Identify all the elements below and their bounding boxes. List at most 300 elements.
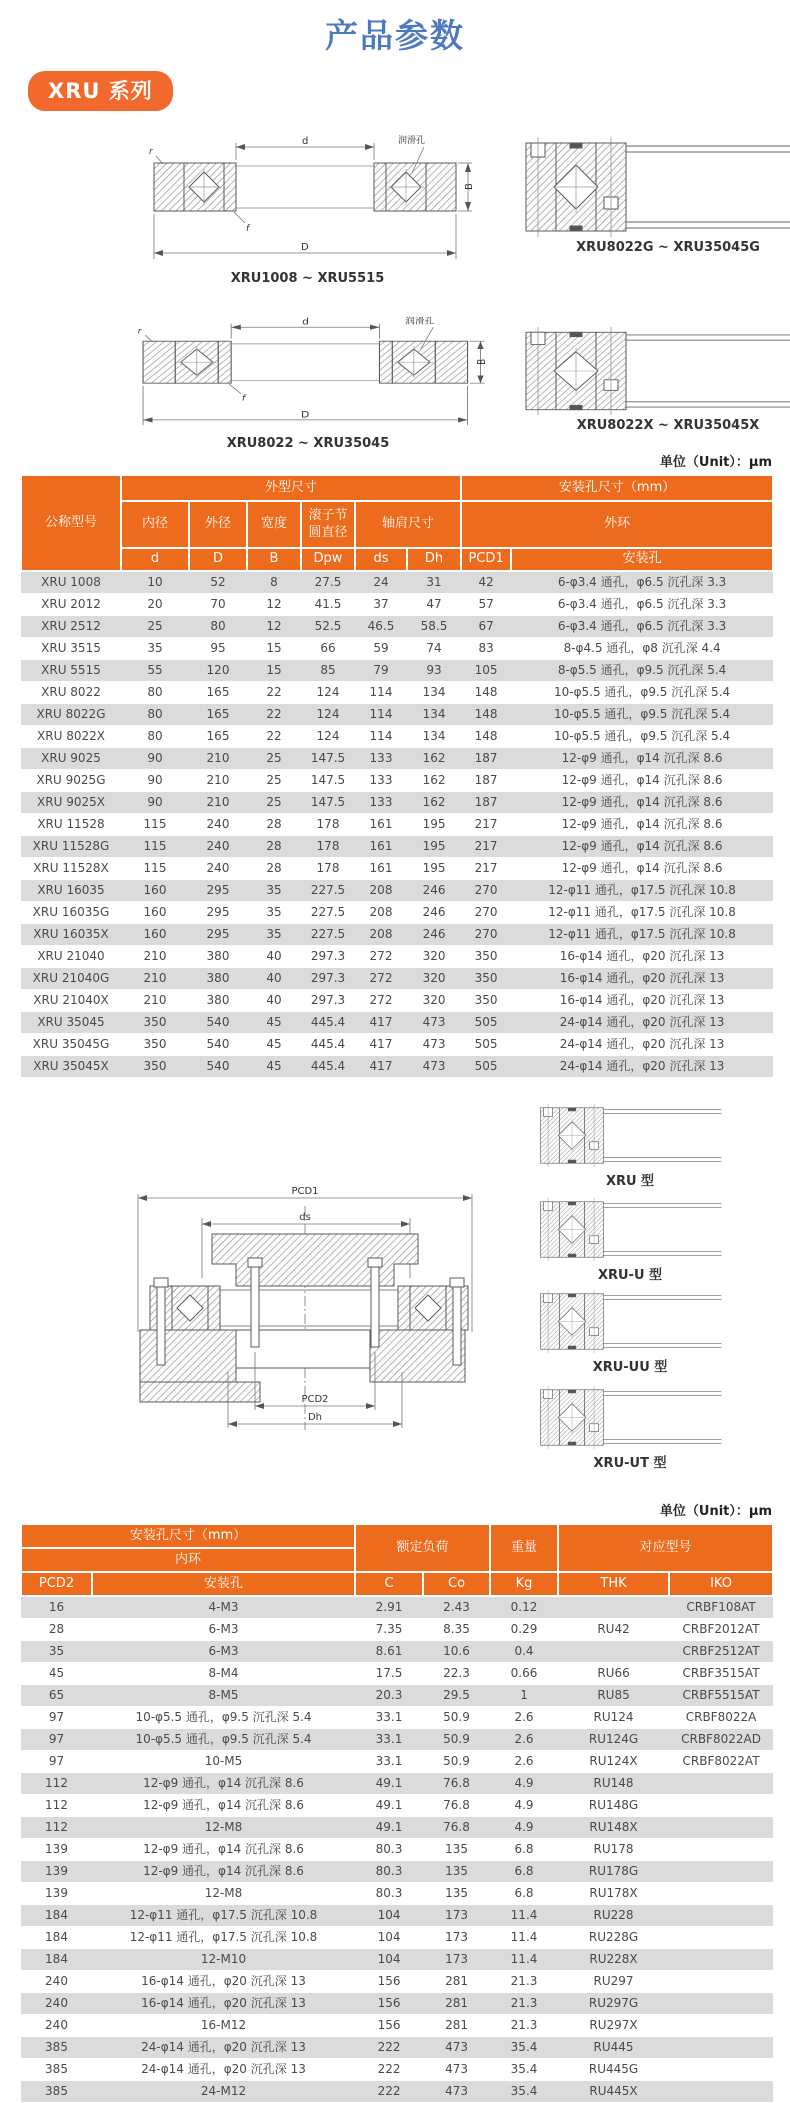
cell: 246	[407, 924, 461, 946]
cell: 135	[423, 1883, 490, 1905]
cell: 6-φ3.4 通孔，φ6.5 沉孔深 3.3	[511, 594, 773, 616]
cell: 473	[423, 2081, 490, 2103]
cell: 6.8	[490, 1861, 558, 1883]
cell: 28	[21, 1619, 92, 1641]
cell: 35	[247, 902, 301, 924]
cell: 33.1	[355, 1751, 423, 1773]
cell: 90	[121, 792, 189, 814]
cell: 0.12	[490, 1596, 558, 1619]
cell: 160	[121, 924, 189, 946]
cell: 76.8	[423, 1795, 490, 1817]
cell: 8-M4	[92, 1663, 355, 1685]
cell: 40	[247, 968, 301, 990]
cell: 162	[407, 792, 461, 814]
cell: 148	[461, 726, 511, 748]
cell	[558, 1641, 669, 1663]
cell: 28	[247, 814, 301, 836]
cell	[669, 1795, 773, 1817]
cell: RU297X	[558, 2015, 669, 2037]
cell: 187	[461, 792, 511, 814]
table-row	[21, 814, 773, 836]
cell: 133	[355, 748, 407, 770]
table-row	[21, 2015, 773, 2037]
cell: 210	[189, 770, 247, 792]
cell	[669, 1993, 773, 2015]
table-row	[21, 1817, 773, 1839]
cell: 217	[461, 814, 511, 836]
table-row	[21, 968, 773, 990]
cell: 0.66	[490, 1663, 558, 1685]
cell: 35.4	[490, 2037, 558, 2059]
spec-table-inner	[20, 1523, 774, 2103]
cell: 222	[355, 2059, 423, 2081]
cell: 95	[189, 638, 247, 660]
cell: 134	[407, 704, 461, 726]
table-row	[21, 1619, 773, 1641]
cell: 210	[121, 968, 189, 990]
cell: 12-φ9 通孔，φ14 沉孔深 8.6	[92, 1795, 355, 1817]
cell: 133	[355, 770, 407, 792]
column-header-roller-pitch: 滚子节圆直径	[301, 501, 355, 548]
cell: 165	[189, 704, 247, 726]
cell: RU297	[558, 1971, 669, 1993]
cell	[669, 1927, 773, 1949]
cell: 8.61	[355, 1641, 423, 1663]
cell: 320	[407, 990, 461, 1012]
cell: CRBF2512AT	[669, 1641, 773, 1663]
cell: 297.3	[301, 968, 355, 990]
cell: XRU 3515	[21, 638, 121, 660]
column-header: ds	[355, 548, 407, 571]
column-header-matching-models: 对应型号	[558, 1524, 773, 1572]
table-row	[21, 748, 773, 770]
cell: CRBF8022AT	[669, 1751, 773, 1773]
cell: 165	[189, 682, 247, 704]
cell: 24-φ14 通孔，φ20 沉孔深 13	[511, 1012, 773, 1034]
product-parameter-page	[0, 10, 790, 2103]
bearing-side-section-drawing	[518, 137, 790, 237]
cell: 25	[247, 770, 301, 792]
cell: RU148	[558, 1773, 669, 1795]
cell: 57	[461, 594, 511, 616]
table-row	[21, 1641, 773, 1663]
column-header: Dh	[407, 548, 461, 571]
table-row	[21, 682, 773, 704]
diagram-caption: XRU8022X ~ XRU35045X	[576, 418, 760, 433]
cell: 83	[461, 638, 511, 660]
cell: 12-φ11 通孔，φ17.5 沉孔深 10.8	[511, 902, 773, 924]
cell: 50.9	[423, 1729, 490, 1751]
cell: 4.9	[490, 1795, 558, 1817]
column-header-rated-load: 额定负荷	[355, 1524, 490, 1572]
cell: 222	[355, 2037, 423, 2059]
cell: 12	[247, 594, 301, 616]
cell: 79	[355, 660, 407, 682]
cell: 281	[423, 2015, 490, 2037]
cell: 28	[247, 858, 301, 880]
diagram-caption: XRU8022G ~ XRU35045G	[576, 240, 760, 255]
bearing-cross-section-drawing	[128, 315, 488, 433]
cell: 161	[355, 858, 407, 880]
cell: 80.3	[355, 1861, 423, 1883]
cell: 114	[355, 682, 407, 704]
cell: 74	[407, 638, 461, 660]
cell: 195	[407, 836, 461, 858]
cell: 10.6	[423, 1641, 490, 1663]
cell: 281	[423, 1971, 490, 1993]
cell: 178	[301, 858, 355, 880]
middle-diagrams-section	[0, 1078, 790, 1498]
cell: 210	[189, 792, 247, 814]
cell: 195	[407, 814, 461, 836]
cell: 161	[355, 814, 407, 836]
cell: 350	[121, 1012, 189, 1034]
diagram-xru8022g-35045g	[518, 137, 790, 255]
column-header: Dpw	[301, 548, 355, 571]
cell: 165	[189, 726, 247, 748]
cell	[669, 2059, 773, 2081]
cell: 6-φ3.4 通孔，φ6.5 沉孔深 3.3	[511, 571, 773, 594]
cell: 41.5	[301, 594, 355, 616]
cell	[669, 1817, 773, 1839]
cell: 240	[21, 1993, 92, 2015]
table-row	[21, 1034, 773, 1056]
cell: 385	[21, 2037, 92, 2059]
cell: 195	[407, 858, 461, 880]
cell: 120	[189, 660, 247, 682]
cell: 417	[355, 1012, 407, 1034]
cell: RU42	[558, 1619, 669, 1641]
cell: 22.3	[423, 1663, 490, 1685]
cell: 540	[189, 1034, 247, 1056]
cell: 6.8	[490, 1839, 558, 1861]
cell	[669, 1839, 773, 1861]
table-row	[21, 1663, 773, 1685]
dim-pcd1-label: PCD1	[291, 1186, 319, 1197]
cell: RU124G	[558, 1729, 669, 1751]
dim-ds-label: ds	[299, 1212, 311, 1223]
dim-pcd2-label: PCD2	[301, 1394, 329, 1405]
cell: 160	[121, 880, 189, 902]
cell: 31	[407, 571, 461, 594]
cell: 124	[301, 704, 355, 726]
cell: 210	[121, 990, 189, 1012]
diagram-xru8022x-35045x	[518, 327, 790, 433]
cell: 40	[247, 946, 301, 968]
cell: 66	[301, 638, 355, 660]
cell: 272	[355, 968, 407, 990]
cell: XRU 16035X	[21, 924, 121, 946]
cell: 184	[21, 1905, 92, 1927]
cell: 10-φ5.5 通孔，φ9.5 沉孔深 5.4	[511, 682, 773, 704]
cell: XRU 35045X	[21, 1056, 121, 1078]
column-header-model: 公称型号	[21, 475, 121, 571]
column-header: D	[189, 548, 247, 571]
cell: 104	[355, 1927, 423, 1949]
cell: 227.5	[301, 924, 355, 946]
cell: 272	[355, 990, 407, 1012]
cell: 540	[189, 1012, 247, 1034]
column-header: 安装孔	[92, 1572, 355, 1596]
diagram-mounting-section	[120, 1182, 485, 1434]
column-header-inner-ring: 内环	[21, 1548, 355, 1572]
table-row	[21, 836, 773, 858]
table-row	[21, 1685, 773, 1707]
cell: 24	[355, 571, 407, 594]
cell: 104	[355, 1949, 423, 1971]
cell: 227.5	[301, 880, 355, 902]
column-header: d	[121, 548, 189, 571]
cell: 76.8	[423, 1773, 490, 1795]
cell: 52	[189, 571, 247, 594]
cell: 2.6	[490, 1707, 558, 1729]
cell: 445.4	[301, 1012, 355, 1034]
cell: 97	[21, 1707, 92, 1729]
column-header: Co	[423, 1572, 490, 1596]
cell: 33.1	[355, 1707, 423, 1729]
table-row	[21, 1729, 773, 1751]
cell: 55	[121, 660, 189, 682]
cell: 104	[355, 1905, 423, 1927]
diagram-type-xru-uu	[535, 1290, 725, 1375]
diagram-caption: XRU8022 ~ XRU35045	[226, 436, 390, 451]
cell: 21.3	[490, 1993, 558, 2015]
cell: RU228X	[558, 1949, 669, 1971]
bearing-side-section-drawing	[535, 1290, 725, 1353]
cell: 246	[407, 902, 461, 924]
cell: 80.3	[355, 1839, 423, 1861]
cell: XRU 2012	[21, 594, 121, 616]
cell: 135	[423, 1861, 490, 1883]
cell: 114	[355, 726, 407, 748]
cell: 208	[355, 880, 407, 902]
cell: 320	[407, 968, 461, 990]
table-row	[21, 2037, 773, 2059]
cell	[669, 2037, 773, 2059]
cell: 12-φ11 通孔，φ17.5 沉孔深 10.8	[511, 880, 773, 902]
cell: 133	[355, 792, 407, 814]
cell: 93	[407, 660, 461, 682]
cell: 2.91	[355, 1596, 423, 1619]
table-row	[21, 1751, 773, 1773]
cell: 12-φ11 通孔，φ17.5 沉孔深 10.8	[92, 1905, 355, 1927]
cell: XRU 21040	[21, 946, 121, 968]
bearing-side-section-drawing	[535, 1386, 725, 1449]
cell: 37	[355, 594, 407, 616]
table-row	[21, 594, 773, 616]
cell: 85	[301, 660, 355, 682]
column-header-mount-dims: 安装孔尺寸（mm）	[21, 1524, 355, 1548]
cell: 208	[355, 902, 407, 924]
cell: 114	[355, 704, 407, 726]
cell: 25	[247, 748, 301, 770]
diagram-caption: XRU1008 ~ XRU5515	[230, 271, 385, 286]
cell: 139	[21, 1883, 92, 1905]
cell: 124	[301, 682, 355, 704]
cell: 49.1	[355, 1817, 423, 1839]
column-header-outer-ring: 外环	[461, 501, 773, 548]
cell: 27.5	[301, 571, 355, 594]
diagram-xru8022-35045	[128, 315, 488, 451]
cell: 350	[121, 1056, 189, 1078]
cell: 49.1	[355, 1795, 423, 1817]
cell: 217	[461, 836, 511, 858]
cell: 12-φ9 通孔，φ14 沉孔深 8.6	[511, 836, 773, 858]
cell: CRBF5515AT	[669, 1685, 773, 1707]
cell: 505	[461, 1012, 511, 1034]
cell: 12-φ11 通孔，φ17.5 沉孔深 10.8	[92, 1927, 355, 1949]
cell: 112	[21, 1773, 92, 1795]
cell: 160	[121, 902, 189, 924]
cell: 8-φ5.5 通孔，φ9.5 沉孔深 5.4	[511, 660, 773, 682]
cell: 10-φ5.5 通孔，φ9.5 沉孔深 5.4	[511, 704, 773, 726]
cell: 52.5	[301, 616, 355, 638]
cell: 147.5	[301, 792, 355, 814]
cell: XRU 11528	[21, 814, 121, 836]
cell: 80	[189, 616, 247, 638]
cell: 139	[21, 1861, 92, 1883]
cell: 16-φ14 通孔，φ20 沉孔深 13	[92, 1993, 355, 2015]
diagram-caption: XRU-UU 型	[592, 1360, 668, 1375]
cell: 35	[247, 880, 301, 902]
cell: 15	[247, 638, 301, 660]
cell: 417	[355, 1056, 407, 1078]
cell: 24-φ14 通孔，φ20 沉孔深 13	[511, 1056, 773, 1078]
cell: 0.4	[490, 1641, 558, 1663]
cell: 12-φ9 通孔，φ14 沉孔深 8.6	[511, 858, 773, 880]
table-row	[21, 1993, 773, 2015]
cell: 240	[189, 814, 247, 836]
cell: 45	[247, 1012, 301, 1034]
column-header: IKO	[669, 1572, 773, 1596]
cell: 97	[21, 1729, 92, 1751]
cell: 105	[461, 660, 511, 682]
cell: 21.3	[490, 1971, 558, 1993]
cell: 385	[21, 2059, 92, 2081]
table-row	[21, 880, 773, 902]
cell: 1	[490, 1685, 558, 1707]
cell: 2.43	[423, 1596, 490, 1619]
cell: 8	[247, 571, 301, 594]
table-row	[21, 2059, 773, 2081]
column-header-outer-dims: 外型尺寸	[121, 475, 461, 501]
cell: RU445	[558, 2037, 669, 2059]
cell: RU228	[558, 1905, 669, 1927]
cell: CRBF8022AD	[669, 1729, 773, 1751]
cell	[669, 1971, 773, 1993]
cell: 178	[301, 814, 355, 836]
table-row	[21, 1905, 773, 1927]
cell: 50.9	[423, 1751, 490, 1773]
cell: XRU 21040X	[21, 990, 121, 1012]
table-row	[21, 902, 773, 924]
unit-label: 单位（Unit）：μm	[659, 455, 772, 470]
cell: 80.3	[355, 1883, 423, 1905]
cell: 173	[423, 1949, 490, 1971]
table-row	[21, 924, 773, 946]
cell: 350	[461, 990, 511, 1012]
cell: 350	[461, 946, 511, 968]
cell: 24-M12	[92, 2081, 355, 2103]
cell: 10	[121, 571, 189, 594]
cell: 45	[21, 1663, 92, 1685]
cell: 320	[407, 946, 461, 968]
cell: RU124X	[558, 1751, 669, 1773]
cell: 6-M3	[92, 1641, 355, 1663]
cell: 46.5	[355, 616, 407, 638]
cell: 11.4	[490, 1949, 558, 1971]
diagram-caption: XRU-UT 型	[593, 1456, 667, 1471]
cell: 295	[189, 924, 247, 946]
cell: 295	[189, 902, 247, 924]
table-body	[21, 1596, 773, 2103]
cell: 70	[189, 594, 247, 616]
column-header: B	[247, 548, 301, 571]
cell: 505	[461, 1056, 511, 1078]
cell: XRU 2512	[21, 616, 121, 638]
bearing-side-section-drawing	[535, 1198, 725, 1261]
cell: 246	[407, 880, 461, 902]
cell: XRU 1008	[21, 571, 121, 594]
diagram-caption: XRU-U 型	[597, 1268, 663, 1283]
cell: 445.4	[301, 1056, 355, 1078]
cell: 12	[247, 616, 301, 638]
cell: 187	[461, 748, 511, 770]
cell: 12-φ9 通孔，φ14 沉孔深 8.6	[92, 1861, 355, 1883]
table-row	[21, 638, 773, 660]
cell	[669, 1883, 773, 1905]
bearing-side-section-drawing	[535, 1104, 725, 1167]
column-header: 安装孔	[511, 548, 773, 571]
cell: 380	[189, 946, 247, 968]
table-row	[21, 1883, 773, 1905]
cell: 11.4	[490, 1905, 558, 1927]
cell: 161	[355, 836, 407, 858]
cell	[669, 1861, 773, 1883]
cell: 24-φ14 通孔，φ20 沉孔深 13	[511, 1034, 773, 1056]
cell: 4.9	[490, 1773, 558, 1795]
cell: 148	[461, 704, 511, 726]
cell: RU66	[558, 1663, 669, 1685]
cell: 24-φ14 通孔，φ20 沉孔深 13	[92, 2037, 355, 2059]
cell: 24-φ14 通孔，φ20 沉孔深 13	[92, 2059, 355, 2081]
cell: 12-M10	[92, 1949, 355, 1971]
cell: 156	[355, 1993, 423, 2015]
diagram-caption: XRU 型	[605, 1174, 655, 1189]
cell: XRU 8022X	[21, 726, 121, 748]
cell: 16-φ14 通孔，φ20 沉孔深 13	[511, 990, 773, 1012]
cell: 12-φ9 通孔，φ14 沉孔深 8.6	[92, 1773, 355, 1795]
cell: CRBF108AT	[669, 1596, 773, 1619]
cell: 12-M8	[92, 1883, 355, 1905]
page-title: 产品参数	[325, 16, 465, 55]
cell: 184	[21, 1949, 92, 1971]
table-body	[21, 571, 773, 1078]
table-row	[21, 1773, 773, 1795]
cell: 8-φ4.5 通孔，φ8 沉孔深 4.4	[511, 638, 773, 660]
cell: 115	[121, 836, 189, 858]
cell: 59	[355, 638, 407, 660]
cell: 350	[121, 1034, 189, 1056]
cell: 16-φ14 通孔，φ20 沉孔深 13	[92, 1971, 355, 1993]
cell: 227.5	[301, 902, 355, 924]
cell: 139	[21, 1839, 92, 1861]
cell: 240	[189, 836, 247, 858]
cell: 112	[21, 1817, 92, 1839]
cell: 10-φ5.5 通孔，φ9.5 沉孔深 5.4	[92, 1707, 355, 1729]
column-header: PCD2	[21, 1572, 92, 1596]
cell: 80	[121, 704, 189, 726]
